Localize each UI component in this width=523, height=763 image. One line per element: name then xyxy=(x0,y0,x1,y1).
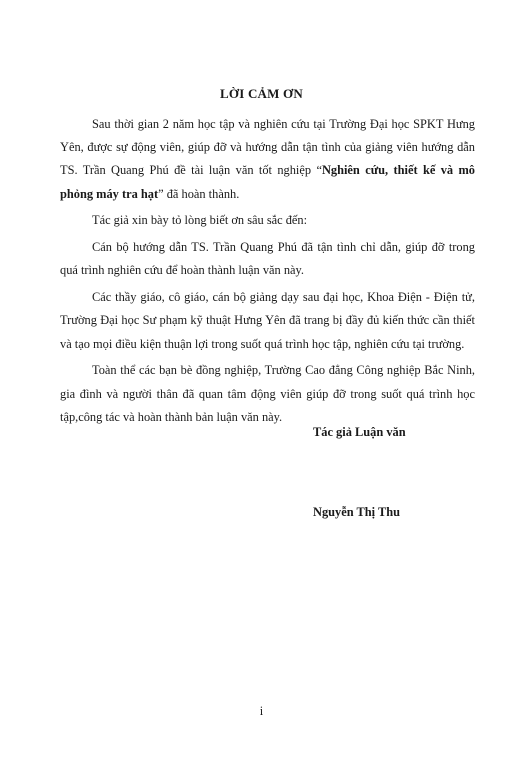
paragraph-advisor: Cán bộ hướng dẫn TS. Trần Quang Phú đã tận tình chỉ dẫn, giúp đỡ trong quá trình nghiên cứu để hoàn thành luận văn này. xyxy=(60,240,475,278)
paragraph-thesis-intro-end: ” đã hoàn thành. xyxy=(158,186,240,201)
paragraph-gratitude: Tác giả xin bày tỏ lòng biết ơn sâu sắc đến: xyxy=(92,213,308,228)
acknowledgement-body xyxy=(60,113,475,429)
paragraph-thesis-intro-text: Sau thời gian 2 năm học tập và nghiên cứu tại Trường Đại học SPKT Hưng Yên, được sự động viên, giúp đỡ và hướng dẫn tận tình của giảng viên hướng dẫn TS. Trần Quang Phú đề tài luận văn tốt nghiệp “ xyxy=(60,117,475,178)
paragraph-thesis-intro xyxy=(60,113,475,206)
paragraph-colleagues-family: Toàn thể các bạn bè đồng nghiệp, Trường Cao đẳng Công nghiệp Bắc Ninh, gia đình và người thân đã quan tâm động viên giúp đỡ trong suốt quá trình học tập,công tác và hoàn thành bản luận văn này. xyxy=(60,363,475,424)
page-number: i xyxy=(259,704,264,718)
signature-role: Tác giả Luận văn xyxy=(313,425,406,439)
paragraph-faculty: Các thầy giáo, cô giáo, cán bộ giảng dạy sau đại học, Khoa Điện - Điện tử, Trường Đại học Sư phạm kỹ thuật Hưng Yên đã trang bị đầy đủ kiến thức cần thiết và tạo mọi điều kiện thuận lợi trong suốt quá trình học tập, nghiên cứu tại trường. xyxy=(60,290,475,351)
page-title: LỜI CẢM ƠN xyxy=(220,86,303,101)
signature-name: Nguyễn Thị Thu xyxy=(313,505,401,519)
thesis-title: Nghiên cứu, thiết kế và mô phỏng máy tra hạt xyxy=(60,163,475,201)
